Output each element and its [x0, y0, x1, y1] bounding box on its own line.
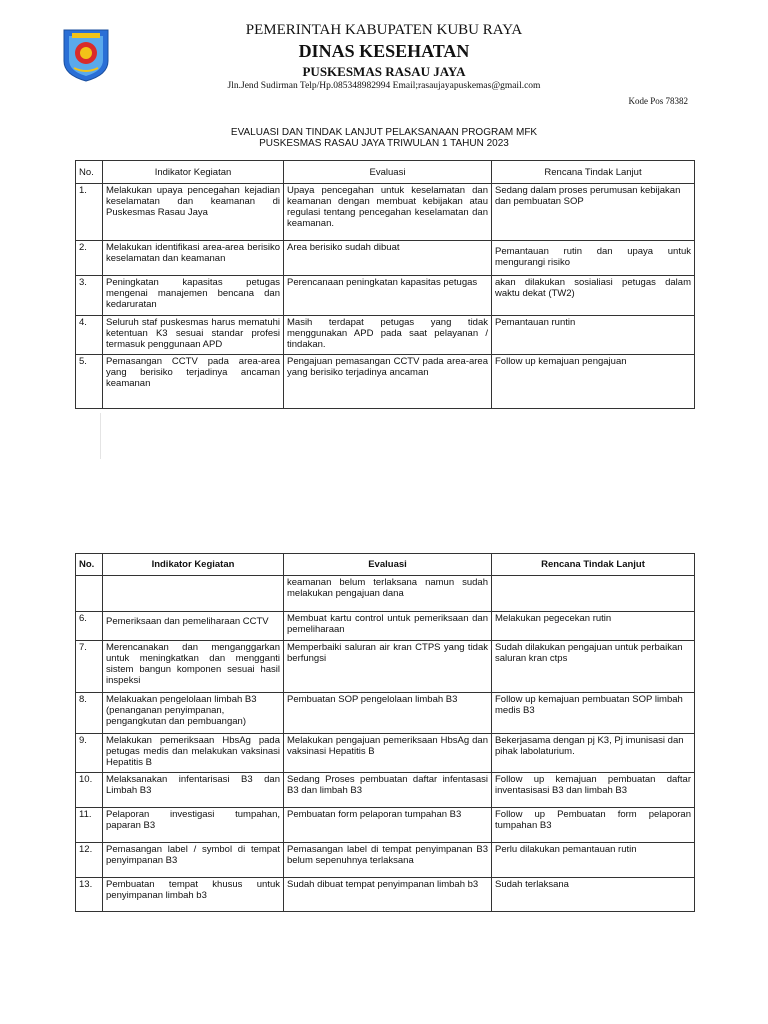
table-row	[76, 576, 695, 612]
puskesmas-name: PUSKESMAS RASAU JAYA	[302, 64, 466, 79]
col-header-rtl: Rencana Tindak Lanjut	[492, 554, 695, 576]
table-row	[76, 843, 695, 878]
address-line: Jln.Jend Sudirman Telp/Hp.085348982994 Email;rasaujayapuskemas@gmail.com	[227, 81, 541, 91]
cell-indikator: Peningkatan kapasitas petugas mengenai manajemen bencana dan kedaruratan	[103, 276, 284, 316]
cell-evaluasi: keamanan belum terlaksana namun sudah melakukan pengajuan dana	[284, 576, 492, 612]
cell-indikator: Pemeriksaan dan pemeliharaan CCTV	[103, 612, 284, 641]
cell-no: 4.	[76, 316, 103, 355]
table-row	[76, 184, 695, 241]
cell-evaluasi: Perencanaan peningkatan kapasitas petugas	[284, 276, 492, 316]
evaluation-table-1	[75, 160, 695, 409]
cell-no: 9.	[76, 734, 103, 773]
postal-code: Kode Pos 78382	[628, 96, 688, 106]
cell-rtl: Follow up kemajuan pembuatan daftar inventasisasi B3 dan limbah B3	[492, 773, 695, 808]
col-header-indikator: Indikator Kegiatan	[103, 161, 284, 184]
cell-no: 5.	[76, 355, 103, 409]
table-row	[76, 241, 695, 276]
col-header-no: No.	[76, 554, 103, 576]
document-title: EVALUASI DAN TINDAK LANJUT PELAKSANAAN PROGRAM MFK	[230, 127, 538, 138]
cell-evaluasi: Pengajuan pemasangan CCTV pada area-area yang berisiko terjadinya ancaman	[284, 355, 492, 409]
cell-indikator: Pembuatan tempat khusus untuk penyimpanan limbah b3	[103, 878, 284, 912]
cell-no	[76, 576, 103, 612]
cell-evaluasi: Melakukan pengajuan pemeriksaan HbsAg dan vaksinasi Hepatitis B	[284, 734, 492, 773]
cell-indikator: Pelaporan investigasi tumpahan, paparan B3	[103, 808, 284, 843]
cell-rtl: Pemantauan rutin dan upaya untuk mengurangi risiko	[492, 241, 695, 276]
table-row	[76, 693, 695, 734]
cell-no: 6.	[76, 612, 103, 641]
cell-rtl: akan dilakukan sosialiasi petugas dalam waktu dekat (TW2)	[492, 276, 695, 316]
table-row	[76, 612, 695, 641]
cell-no: 13.	[76, 878, 103, 912]
col-header-rtl: Rencana Tindak Lanjut	[492, 161, 695, 184]
department-name: DINAS KESEHATAN	[298, 41, 470, 61]
table-row	[76, 355, 695, 409]
table-row	[76, 641, 695, 693]
evaluation-table-2	[75, 553, 695, 912]
cell-rtl: Bekerjasama dengan pj K3, Pj imunisasi dan pihak labolaturium.	[492, 734, 695, 773]
cell-indikator: Melakukan upaya pencegahan kejadian keselamatan dan keamanan di Puskesmas Rasau Jaya	[103, 184, 284, 241]
table-header-row	[76, 161, 695, 184]
cell-rtl: Melakukan pegecekan rutin	[492, 612, 695, 641]
table-row	[76, 773, 695, 808]
cell-no: 10.	[76, 773, 103, 808]
cell-evaluasi: Area berisiko sudah dibuat	[284, 241, 492, 276]
cell-evaluasi: Masih terdapat petugas yang tidak menggunakan APD pada saat pelayanan / tindakan.	[284, 316, 492, 355]
cell-indikator: Pemasangan CCTV pada area-area yang berisiko terjadinya ancaman keamanan	[103, 355, 284, 409]
cell-indikator: Melakuakan pengelolaan limbah B3 (penanganan penyimpanan, pengangkutan dan pembuangan)	[103, 693, 284, 734]
table-row	[76, 808, 695, 843]
cell-indikator: Seluruh staf puskesmas harus mematuhi ketentuan K3 sesuai standar profesi termasuk penggunaan APD	[103, 316, 284, 355]
cell-rtl: Sudah terlaksana	[492, 878, 695, 912]
cell-evaluasi: Pembuatan SOP pengelolaan limbah B3	[284, 693, 492, 734]
table-row	[76, 878, 695, 912]
cell-evaluasi: Membuat kartu control untuk pemeriksaan dan pemeliharaan	[284, 612, 492, 641]
table-header-row	[76, 554, 695, 576]
page-divider-line	[100, 413, 101, 459]
table-row	[76, 316, 695, 355]
cell-no: 8.	[76, 693, 103, 734]
cell-indikator	[103, 576, 284, 612]
cell-no: 3.	[76, 276, 103, 316]
government-name: PEMERINTAH KABUPATEN KUBU RAYA	[245, 22, 523, 38]
cell-indikator: Pemasangan label / symbol di tempat penyimpanan B3	[103, 843, 284, 878]
cell-no: 12.	[76, 843, 103, 878]
cell-evaluasi: Memperbaiki saluran air kran CTPS yang tidak berfungsi	[284, 641, 492, 693]
cell-indikator: Melaksanakan infentarisasi B3 dan Limbah B3	[103, 773, 284, 808]
cell-rtl: Follow up Pembuatan form pelaporan tumpahan B3	[492, 808, 695, 843]
cell-evaluasi: Upaya pencegahan untuk keselamatan dan keamanan dengan membuat kebijakan atau regulasi tentang pencegahan keselamatan dan keamanan.	[284, 184, 492, 241]
cell-evaluasi: Sudah dibuat tempat penyimpanan limbah b3	[284, 878, 492, 912]
cell-rtl: Follow up kemajuan pembuatan SOP limbah medis B3	[492, 693, 695, 734]
col-header-evaluasi: Evaluasi	[284, 554, 492, 576]
table-row	[76, 734, 695, 773]
cell-indikator: Melakukan identifikasi area-area berisiko keselamatan dan keamanan	[103, 241, 284, 276]
cell-indikator: Merencanakan dan menganggarkan untuk meningkatkan dan mengganti sistem bangun komponen sesuai hasil inspeksi	[103, 641, 284, 693]
cell-rtl: Pemantauan runtin	[492, 316, 695, 355]
cell-no: 7.	[76, 641, 103, 693]
cell-no: 11.	[76, 808, 103, 843]
col-header-indikator: Indikator Kegiatan	[103, 554, 284, 576]
cell-rtl: Sudah dilakukan pengajuan untuk perbaikan saluran kran ctps	[492, 641, 695, 693]
col-header-no: No.	[76, 161, 103, 184]
table-row	[76, 276, 695, 316]
cell-evaluasi: Pembuatan form pelaporan tumpahan B3	[284, 808, 492, 843]
cell-rtl: Follow up kemajuan pengajuan	[492, 355, 695, 409]
col-header-evaluasi: Evaluasi	[284, 161, 492, 184]
document-subtitle: PUSKESMAS RASAU JAYA TRIWULAN 1 TAHUN 2023	[259, 138, 509, 149]
cell-rtl: Sedang dalam proses perumusan kebijakan dan pembuatan SOP	[492, 184, 695, 241]
cell-rtl	[492, 576, 695, 612]
cell-no: 2.	[76, 241, 103, 276]
cell-rtl: Perlu dilakukan pemantauan rutin	[492, 843, 695, 878]
cell-indikator: Melakukan pemeriksaan HbsAg pada petugas medis dan melakukan vaksinasi Hepatitis B	[103, 734, 284, 773]
cell-evaluasi: Pemasangan label di tempat penyimpanan B3 belum sepenuhnya terlaksana	[284, 843, 492, 878]
cell-evaluasi: Sedang Proses pembuatan daftar infentasasi B3 dan limbah B3	[284, 773, 492, 808]
cell-no: 1.	[76, 184, 103, 241]
